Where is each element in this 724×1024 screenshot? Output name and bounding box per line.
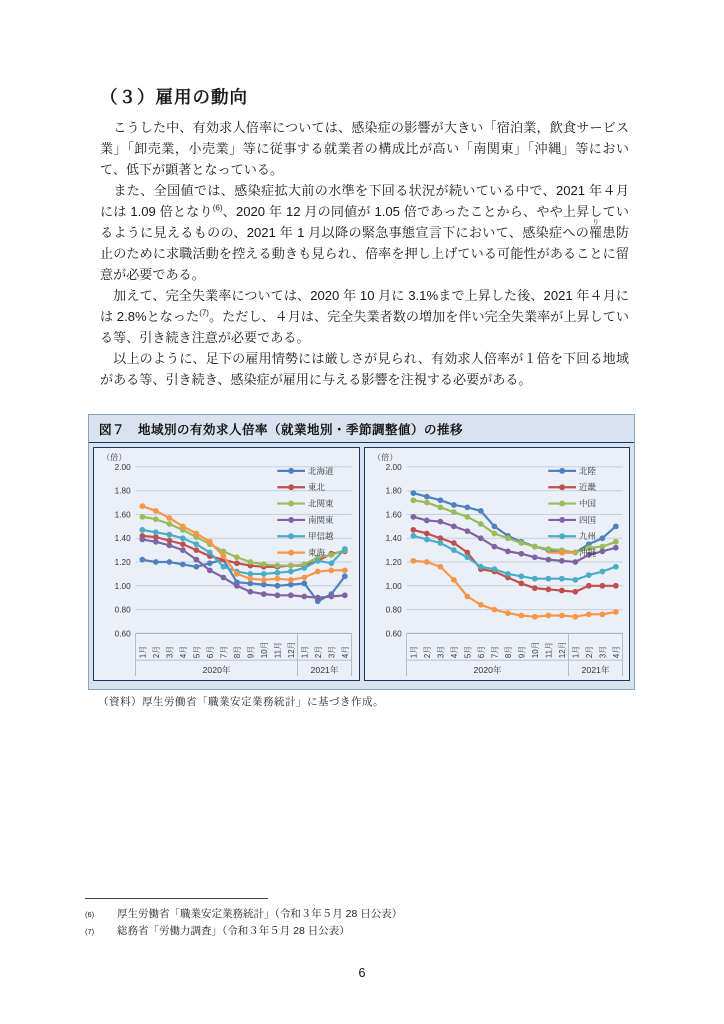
series-marker [221,575,227,581]
legend-marker [288,517,294,523]
series-marker [518,613,524,619]
series-marker [450,509,456,515]
series-marker [234,560,240,566]
x-tick-label: 7月 [219,645,229,659]
x-tick-label: 9月 [516,645,526,659]
line-chart-west-japan [365,448,630,680]
series-marker [464,554,470,560]
series-marker [180,535,186,541]
x-tick-label: 1月 [570,645,580,659]
series-marker [167,543,173,549]
line-chart-east-japan [94,448,359,680]
series-marker [477,564,483,570]
series-marker [504,548,510,554]
x-tick-label: 10月 [259,641,269,659]
series-marker [288,563,294,569]
series-marker [423,494,429,500]
series-marker [612,523,618,529]
series-marker [139,527,145,533]
series-marker [491,607,497,613]
x-tick-label: 3月 [327,645,337,659]
series-marker [410,558,416,564]
series-marker [167,521,173,527]
ruby-annotated-text: 罹り [589,219,603,240]
x-tick-label: 3月 [165,645,175,659]
series-marker [139,514,145,520]
series-marker [437,497,443,503]
y-axis-unit-label: （倍） [372,452,398,462]
series-marker [423,537,429,543]
series-marker [167,532,173,538]
series-marker [612,583,618,589]
series-marker [301,594,307,600]
y-tick-label: 2.00 [114,462,131,472]
x-tick-label: 8月 [232,645,242,659]
series-marker [545,586,551,592]
x-tick-label: 4月 [340,645,350,659]
series-marker [247,559,253,565]
series-marker [572,577,578,583]
text-run: 以上のように、足下の雇用情勢には厳しさが見られ、有効求人倍率が１倍を下回る地域がある等、引き続き、感染症が雇用に与える影響を注視する必要がある。 [100,351,629,387]
series-marker [301,575,307,581]
footnote-list [85,906,545,940]
series-marker [518,581,524,587]
figure-source: （資料）厚生労働省「職業安定業務統計」に基づき作成。 [98,696,384,708]
chart-panel-east-japan [93,447,360,681]
footnote-text: 総務省「労働力調査」（令和３年５月 28 日公表） [117,925,350,937]
series-marker [572,589,578,595]
series-marker [193,557,199,563]
series-marker [504,610,510,616]
series-marker [153,529,159,535]
y-tick-label: 1.60 [114,510,131,520]
legend-marker [559,533,565,539]
series-marker [328,552,334,558]
paragraph [100,180,629,285]
x-tick-label: 1月 [408,645,418,659]
legend-marker [288,533,294,539]
series-marker [180,541,186,547]
series-marker [261,562,267,568]
series-marker [234,554,240,560]
x-tick-label: 4月 [611,645,621,659]
series-marker [599,569,605,575]
series-marker [167,559,173,565]
y-tick-label: 1.60 [385,510,402,520]
series-marker [545,557,551,563]
x-tick-label: 5月 [192,645,202,659]
series-marker [328,560,334,566]
x-tick-label: 11月 [273,641,283,659]
series-marker [558,558,564,564]
series-marker [599,535,605,541]
series-marker [193,541,199,547]
legend-label: 沖縄 [578,547,596,558]
series-marker [477,508,483,514]
legend-marker [559,468,565,474]
series-marker [612,539,618,545]
legend-marker [288,501,294,507]
x-tick-label: 2月 [422,645,432,659]
series-marker [464,504,470,510]
series-marker [599,548,605,554]
series-marker [477,521,483,527]
legend-label: 東北 [307,482,325,493]
series-marker [167,515,173,521]
legend-marker [559,484,565,490]
series-marker [491,531,497,537]
x-tick-label: 6月 [476,645,486,659]
x-tick-label: 7月 [489,645,499,659]
legend-marker [288,468,294,474]
x-tick-label: 12月 [286,641,296,659]
series-marker [342,592,348,598]
year-label: 2020年 [473,664,502,675]
series-marker [288,577,294,583]
text-run: 患防止のために求職活動を控える動きも見られ、倍率を押し上げている可能性があることに留意が必要である。 [100,225,630,282]
x-tick-label: 3月 [597,645,607,659]
series-marker [234,571,240,577]
series-marker [221,564,227,570]
y-tick-label: 1.20 [385,557,402,567]
chart-panel-west-japan [364,447,631,681]
series-marker [274,592,280,598]
legend-label: 南関東 [307,514,334,525]
legend-label: 北陸 [578,465,596,476]
y-tick-label: 1.40 [385,534,402,544]
series-marker [315,569,321,575]
x-tick-label: 2月 [313,645,323,659]
footnote-marker: (7) [85,927,95,936]
x-tick-label: 4月 [178,645,188,659]
y-tick-label: 1.40 [114,534,131,544]
series-marker [207,550,213,556]
series-marker [423,500,429,506]
text-run: こうした中、有効求人倍率については、感染症の影響が大きい「宿泊業，飲食サービス業」「卸売業，小売業」等に従事する就業者の構成比が高い「南関東」「沖縄」等において、低下が顕著となっている。 [100,120,629,177]
series-marker [599,611,605,617]
series-marker [450,547,456,553]
series-marker [518,551,524,557]
series-marker [450,540,456,546]
series-marker [139,537,145,543]
y-tick-label: 2.00 [385,462,402,472]
series-marker [518,573,524,579]
year-label: 2020年 [202,664,231,675]
series-marker [193,547,199,553]
legend-label: 中国 [578,498,596,509]
x-tick-label: 5月 [462,645,472,659]
series-marker [531,585,537,591]
series-marker [477,602,483,608]
legend-marker [559,517,565,523]
series-marker [585,611,591,617]
series-marker [612,564,618,570]
y-tick-label: 1.00 [114,581,131,591]
legend-label: 四国 [578,514,596,525]
legend-marker [559,550,565,556]
text-run: 、2020 年 12 月の同値が 1.05 倍であったことから、やや上昇しているように見えるものの、2021 年 1 月以降の緊急事態宣言下において、感染症への [100,204,630,240]
y-tick-label: 1.20 [114,557,131,567]
series-marker [234,583,240,589]
y-tick-label: 1.80 [385,486,402,496]
x-tick-label: 3月 [435,645,445,659]
series-marker [410,533,416,539]
series-marker [180,523,186,529]
figure-title: 図７ 地域別の有効求人倍率（就業地別・季節調整値）の推移 [89,415,634,443]
legend-label: 近畿 [578,482,596,493]
series-marker [410,514,416,520]
series-marker [450,523,456,529]
series-marker [153,559,159,565]
legend-label: 東海 [307,547,325,558]
series-marker [450,502,456,508]
series-line-5 [413,561,615,617]
x-tick-label: 1月 [138,645,148,659]
series-marker [410,497,416,503]
series-marker [207,560,213,566]
legend-label: 甲信越 [307,531,334,542]
x-tick-label: 11月 [543,641,553,659]
series-marker [288,569,294,575]
text-run: 加えて、完全失業率については、2020 年 10 月に 3.1%まで上昇した後、2021 年４月には 2.8%となった [100,288,629,324]
text-run: また、全国値では、感染症拡大前の水準を下回る状況が続いている中で、2021 年４月には 1.09 倍となり [100,183,629,219]
series-marker [558,588,564,594]
x-tick-label: 12月 [557,641,567,659]
footnote-marker: (6) [85,910,95,919]
series-marker [612,609,618,615]
series-marker [491,566,497,572]
series-marker [247,589,253,595]
text-run: 。ただし、４月は、完全失業者数の増加を伴い完全失業率が上昇している等、引き続き注意が必要である。 [100,309,630,345]
footnote-line [85,906,545,923]
figure-7 [88,414,635,690]
series-marker [315,595,321,601]
series-line-0 [142,560,344,602]
footnote-reference: (7) [199,308,209,318]
footnote-divider [85,898,268,899]
series-marker [464,594,470,600]
series-marker [274,576,280,582]
series-marker [477,535,483,541]
series-marker [491,544,497,550]
series-marker [301,565,307,571]
series-marker [572,614,578,620]
series-marker [342,546,348,552]
series-marker [504,571,510,577]
series-marker [531,554,537,560]
legend-label: 北海道 [307,465,334,476]
series-marker [464,528,470,534]
paragraph [100,285,629,348]
x-tick-label: 2月 [584,645,594,659]
series-marker [328,594,334,600]
series-marker [572,559,578,565]
x-tick-label: 6月 [205,645,215,659]
series-marker [464,514,470,520]
series-marker [139,503,145,509]
series-marker [315,558,321,564]
series-marker [274,583,280,589]
series-marker [612,545,618,551]
series-marker [207,567,213,573]
series-marker [599,583,605,589]
series-marker [531,544,537,550]
series-marker [437,519,443,525]
section-heading: （３）雇用の動向 [100,87,248,107]
y-tick-label: 0.80 [385,605,402,615]
series-marker [518,540,524,546]
series-marker [585,572,591,578]
series-marker [328,567,334,573]
legend-label: 北関東 [307,498,334,509]
x-tick-label: 2月 [151,645,161,659]
series-marker [261,571,267,577]
page-number: 6 [358,966,366,980]
footnotes [85,898,545,940]
series-marker [410,527,416,533]
series-marker [437,564,443,570]
y-tick-label: 0.60 [114,629,131,639]
series-marker [545,576,551,582]
series-marker [585,583,591,589]
y-tick-label: 0.60 [385,629,402,639]
series-marker [247,576,253,582]
series-marker [437,540,443,546]
x-tick-label: 9月 [246,645,256,659]
legend-label: 九州 [578,531,596,542]
series-marker [274,570,280,576]
series-marker [545,613,551,619]
series-marker [221,553,227,559]
series-marker [139,557,145,563]
series-marker [193,564,199,570]
series-marker [288,592,294,598]
series-marker [531,576,537,582]
series-marker [558,613,564,619]
series-marker [423,518,429,524]
series-marker [437,504,443,510]
legend-marker [288,484,294,490]
series-marker [423,559,429,565]
series-marker [504,535,510,541]
series-marker [410,490,416,496]
series-marker [301,581,307,587]
y-axis-unit-label: （倍） [101,452,127,462]
footnote-reference: (6) [212,203,223,213]
series-marker [153,539,159,545]
x-tick-label: 1月 [300,645,310,659]
paragraph [100,348,629,390]
series-marker [423,531,429,537]
y-tick-label: 1.80 [114,486,131,496]
paragraph [100,117,629,180]
year-label: 2021年 [310,664,339,675]
series-marker [261,591,267,597]
footnote-text: 厚生労働省「職業安定業務統計」（令和３年５月 28 日公表） [117,908,403,920]
legend-marker [288,550,294,556]
x-tick-label: 8月 [503,645,513,659]
series-marker [342,567,348,573]
body-text [100,117,629,390]
footnote-line [85,923,545,940]
x-tick-label: 4月 [449,645,459,659]
series-marker [342,573,348,579]
series-marker [450,577,456,583]
year-label: 2021年 [581,664,610,675]
figure-panels [89,443,634,689]
series-marker [153,508,159,514]
series-marker [558,576,564,582]
legend-marker [559,501,565,507]
series-marker [180,562,186,568]
x-tick-label: 10月 [530,641,540,659]
series-marker [274,563,280,569]
series-marker [531,614,537,620]
series-marker [207,539,213,545]
series-marker [261,577,267,583]
series-marker [153,516,159,522]
y-tick-label: 1.00 [385,581,402,591]
y-tick-label: 0.80 [114,605,131,615]
series-marker [545,546,551,552]
series-marker [193,531,199,537]
series-marker [491,523,497,529]
series-marker [180,547,186,553]
